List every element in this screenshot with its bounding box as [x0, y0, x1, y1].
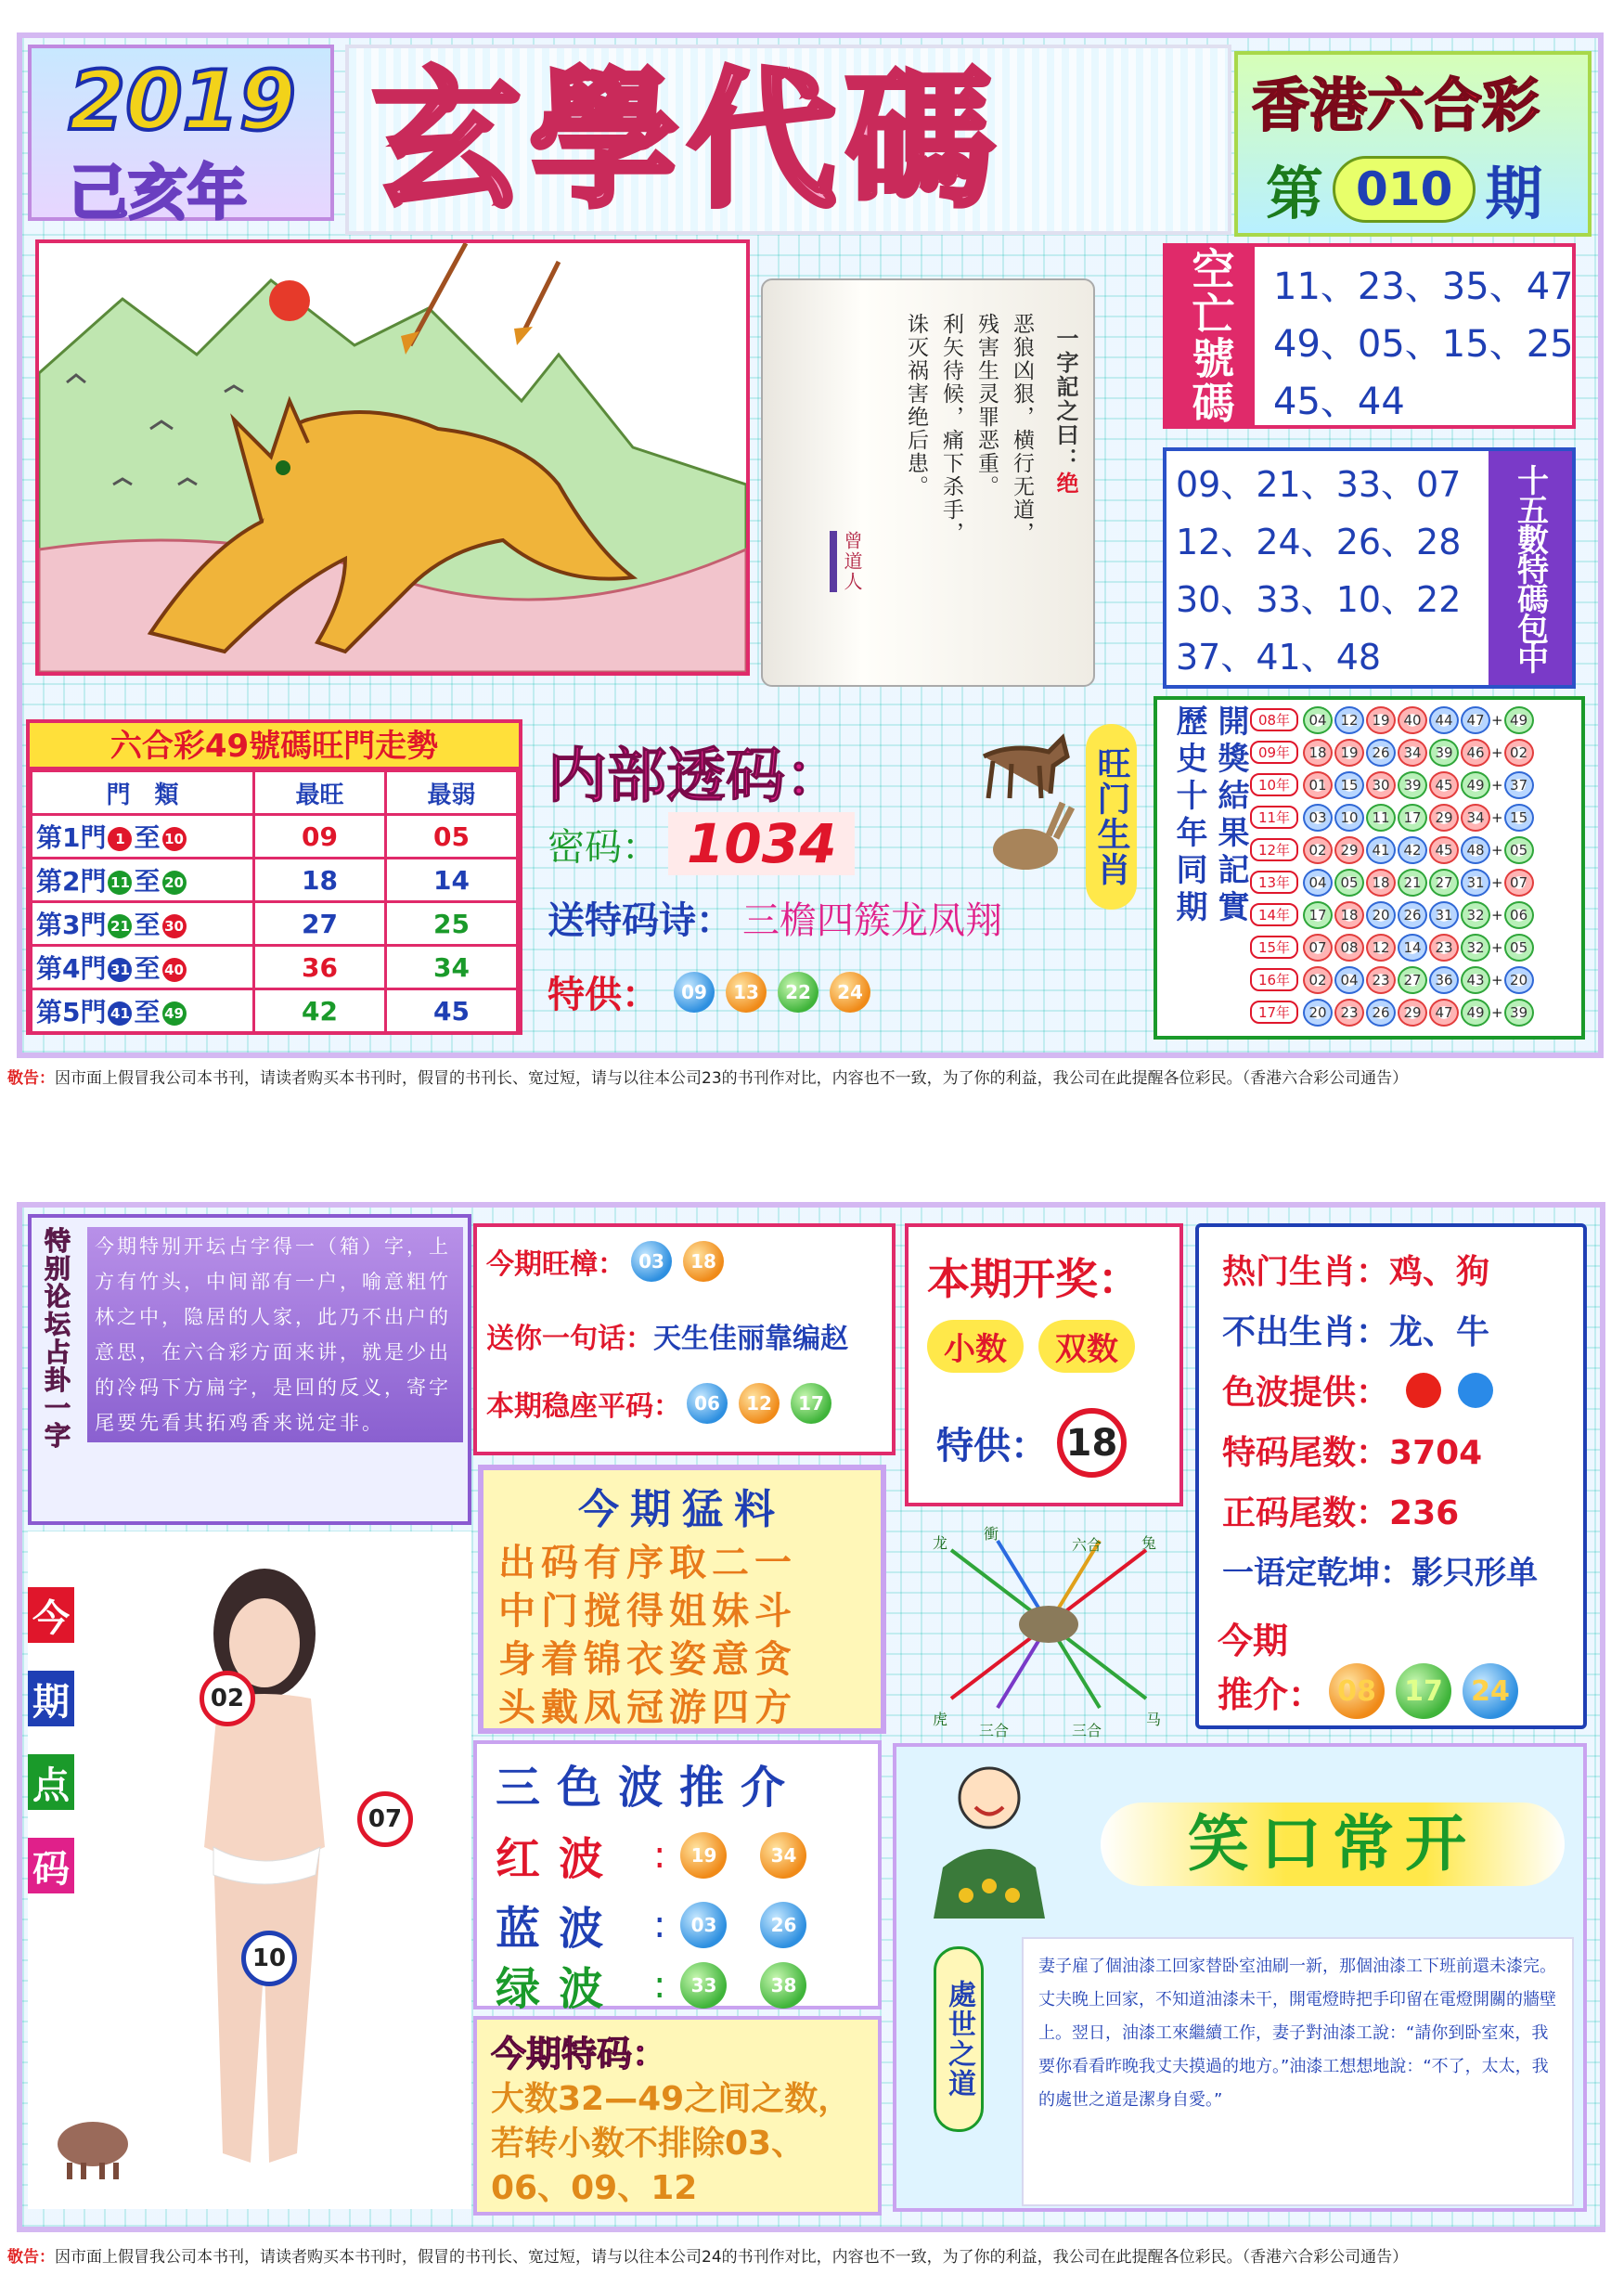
yiyu-label: 一语定乾坤： — [1222, 1555, 1411, 1592]
chart-label-tiger: 虎 — [933, 1711, 948, 1728]
tail-label: 特码尾数： — [1222, 1434, 1390, 1472]
special-ball: 22 — [778, 972, 818, 1013]
red-wave-dot-icon — [1406, 1373, 1441, 1408]
draw-title: 本期开奖： — [927, 1254, 1141, 1304]
period-char: 点 — [28, 1754, 74, 1810]
hot-row — [1222, 1246, 1489, 1293]
saying-text: 天生佳丽靠编赵 — [653, 1323, 848, 1355]
trend-header: 門 類 — [32, 771, 254, 815]
password-value: 1034 — [668, 812, 855, 875]
history-year: 08年 — [1250, 708, 1298, 731]
wave-label: 绿波 — [496, 1963, 623, 2015]
girl-ball: 10 — [241, 1931, 297, 1986]
history-ball: 44 — [1429, 706, 1459, 734]
wave-title: 三色波推介 — [496, 1762, 803, 1814]
zodiac-box — [1195, 1223, 1587, 1729]
history-ball: 49 — [1461, 999, 1490, 1027]
history-ball: 48 — [1461, 836, 1490, 864]
history-ball: 49 — [1461, 771, 1490, 799]
wave-row: 蓝波 : 03 26 — [496, 1893, 812, 1957]
history-ball: 12 — [1334, 706, 1364, 734]
history-ball: 05 — [1334, 869, 1364, 897]
history-ball: 29 — [1334, 836, 1364, 864]
chart-label-dragon: 龙 — [933, 1534, 948, 1552]
draw-special-label: 特供： — [936, 1425, 1048, 1467]
history-ball: 10 — [1334, 804, 1364, 832]
bottom-notice — [0, 2237, 1624, 2272]
history-year: 14年 — [1250, 903, 1298, 926]
trend-door: 第1門 — [36, 822, 107, 853]
history-list — [1250, 704, 1535, 1028]
wang-box — [473, 1223, 896, 1455]
history-ball: 19 — [1334, 739, 1364, 767]
tail-value: 3704 — [1389, 1434, 1483, 1472]
trend-best: 09 — [254, 815, 386, 859]
forum-box — [28, 1214, 471, 1525]
history-special: 02 — [1504, 739, 1534, 767]
model-figure — [139, 1569, 380, 2172]
girl-ball: 02 — [200, 1671, 255, 1726]
shiwu-line: 12、24、26、28 — [1176, 522, 1462, 562]
scroll-line-1: 恶狼凶狠，横行无道， — [1010, 313, 1034, 545]
poem-row — [548, 891, 1002, 944]
trend-to: 40 — [162, 958, 187, 982]
trend-from: 31 — [108, 958, 132, 982]
password-row — [548, 812, 855, 875]
recommend-row — [1218, 1663, 1524, 1719]
kongwang-line: 49、05、15、25 — [1273, 323, 1574, 366]
history-row: 17年 20 23 26 29 47 49 + 39 — [1250, 996, 1535, 1028]
chart-label-rabbit: 兔 — [1141, 1534, 1157, 1552]
history-special: 05 — [1504, 934, 1534, 962]
color-label: 色波提供： — [1222, 1374, 1390, 1412]
history-ball: 45 — [1429, 836, 1459, 864]
trend-from: 21 — [108, 914, 132, 938]
stable-ball: 06 — [687, 1383, 728, 1424]
special-ball: 13 — [726, 972, 767, 1013]
trend-row — [32, 946, 518, 989]
chart-label-sanhe1: 三合 — [979, 1722, 1010, 1739]
scroll-seal: 曾道人 — [830, 531, 866, 592]
inner-title: 内部透码： — [548, 743, 844, 811]
history-ball: 26 — [1366, 739, 1396, 767]
scroll-line-3: 利矢待候，痛下杀手， — [939, 313, 963, 545]
issue-number: 010 — [1333, 156, 1476, 223]
history-special: 07 — [1504, 869, 1534, 897]
history-year: 17年 — [1250, 1001, 1298, 1024]
tail-row — [1222, 1427, 1482, 1474]
fierce-title: 今期猛料 — [578, 1486, 786, 1533]
history-year: 09年 — [1250, 741, 1298, 764]
zheng-row — [1222, 1487, 1459, 1534]
history-row: 10年 01 15 30 39 45 49 + 37 — [1250, 769, 1535, 801]
fierce-lines — [483, 1535, 881, 1736]
stable-row — [486, 1383, 837, 1424]
girl-ball: 07 — [357, 1791, 413, 1847]
trend-row — [32, 989, 518, 1033]
trend-door: 第3門 — [36, 910, 107, 940]
wang-row — [486, 1241, 729, 1282]
trend-to: 20 — [162, 871, 187, 895]
history-ball: 32 — [1461, 901, 1490, 929]
recommend-label-1: 今期 — [1218, 1621, 1289, 1661]
history-ball: 15 — [1334, 771, 1364, 799]
draw-tags — [927, 1320, 1135, 1373]
period-char: 今 — [28, 1587, 74, 1643]
wave-box — [473, 1740, 882, 2015]
history-year: 11年 — [1250, 806, 1298, 829]
trend-best: 27 — [254, 902, 386, 946]
history-ball: 18 — [1366, 869, 1396, 897]
history-year: 10年 — [1250, 773, 1298, 796]
trend-row — [32, 902, 518, 946]
wave-row: 绿波 : 33 38 — [496, 1953, 812, 2017]
fierce-box — [478, 1465, 886, 1734]
history-year: 12年 — [1250, 838, 1298, 861]
notice-text: 因市面上假冒我公司本书刊，请读者购买本书刊时，假冒的书刊长、宽过短，请与以往本公司23的书刊作对比，内容也不一致，为了你的利益，我公司在此提醒各位彩民。（香港六合彩公司通告） — [55, 1068, 1409, 1088]
recommend-ball: 24 — [1463, 1663, 1518, 1719]
scroll-line-2: 残害生灵罪恶重。 — [974, 313, 999, 498]
history-special: 20 — [1504, 966, 1534, 994]
history-ball: 12 — [1366, 934, 1396, 962]
wang-ball: 18 — [683, 1241, 724, 1282]
money-man-icon — [924, 1756, 1054, 1923]
special-ball: 24 — [830, 972, 870, 1013]
history-row: 08年 04 12 19 40 44 47 + 49 — [1250, 704, 1535, 736]
trend-door: 第4門 — [36, 953, 107, 984]
trend-table — [30, 769, 519, 1034]
special-label: 特供： — [548, 974, 659, 1016]
history-row: 14年 17 18 20 26 31 32 + 06 — [1250, 898, 1535, 931]
history-ball: 32 — [1461, 934, 1490, 962]
cold-row — [1222, 1306, 1489, 1353]
history-ball: 03 — [1303, 804, 1333, 832]
history-row: 13年 04 05 18 21 27 31 + 07 — [1250, 866, 1535, 898]
wave-ball: 34 — [760, 1832, 806, 1879]
history-special: 05 — [1504, 836, 1534, 864]
yiyu-value: 影只形单 — [1411, 1555, 1538, 1592]
top-page — [0, 0, 1624, 1091]
trend-to-word: 至 — [134, 910, 161, 940]
history-ball: 20 — [1366, 901, 1396, 929]
history-ball: 04 — [1303, 869, 1333, 897]
way-label: 處世之道 — [934, 1946, 984, 2132]
history-ball: 29 — [1398, 999, 1427, 1027]
trend-to-word: 至 — [134, 953, 161, 984]
pig-icon — [51, 2107, 135, 2181]
history-special: 39 — [1504, 999, 1534, 1027]
trend-worst: 14 — [386, 859, 518, 902]
color-row — [1222, 1366, 1493, 1414]
fierce-line: 头戴凤冠游四方 — [498, 1686, 797, 1729]
stable-label: 本期稳座平码： — [486, 1390, 681, 1423]
history-label-2: 開獎結果記實 — [1212, 704, 1249, 927]
trend-row — [32, 859, 518, 902]
brand-name: 香港六合彩 — [1252, 71, 1540, 139]
kongwang-line: 45、44 — [1273, 381, 1405, 423]
wave-ball: 19 — [680, 1832, 727, 1879]
scroll-title — [1050, 327, 1082, 496]
top-notice — [0, 1058, 1624, 1093]
history-year: 13年 — [1250, 871, 1298, 894]
stable-ball: 17 — [791, 1383, 831, 1424]
wolf-illustration — [35, 239, 750, 676]
history-special: 06 — [1504, 901, 1534, 929]
chart-label-chong: 衝 — [984, 1525, 999, 1543]
history-box — [1154, 696, 1585, 1040]
trend-best: 42 — [254, 989, 386, 1033]
horse-rabbit-icon — [974, 719, 1076, 877]
history-ball: 39 — [1429, 739, 1459, 767]
recommend-ball: 17 — [1396, 1663, 1451, 1719]
trend-worst: 25 — [386, 902, 518, 946]
poem-text: 三檐四簇龙凤翔 — [742, 899, 1002, 942]
notice-head: 敬告： — [7, 1068, 55, 1088]
wolf-image — [39, 243, 746, 672]
scroll-word: 绝 — [1052, 472, 1078, 496]
fierce-line: 中门搅得姐妹斗 — [498, 1590, 797, 1633]
history-ball: 26 — [1398, 901, 1427, 929]
history-ball: 23 — [1429, 934, 1459, 962]
kongwang-box — [1163, 243, 1576, 429]
history-ball: 34 — [1398, 739, 1427, 767]
history-ball: 02 — [1303, 836, 1333, 864]
history-ball: 39 — [1398, 771, 1427, 799]
history-row: 15年 07 08 12 14 23 32 + 05 — [1250, 931, 1535, 963]
draw-tag: 双数 — [1038, 1320, 1135, 1373]
year-badge — [28, 45, 334, 228]
notice-text: 因市面上假冒我公司本书刊，请读者购买本书刊时，假冒的书刊长、宽过短，请与以往本公司24的书刊作对比，内容也不一致，为了你的利益，我公司在此提醒各位彩民。（香港六合彩公司通告） — [55, 2247, 1409, 2267]
trend-from: 41 — [108, 1001, 132, 1026]
history-year: 16年 — [1250, 968, 1298, 991]
chart-label-horse: 马 — [1146, 1711, 1162, 1728]
trend-title: 六合彩49號碼旺門走勢 — [30, 723, 519, 769]
history-ball: 31 — [1461, 869, 1490, 897]
wave-ball: 26 — [760, 1902, 806, 1948]
history-ball: 27 — [1429, 869, 1459, 897]
history-ball: 31 — [1429, 901, 1459, 929]
shiwu-box — [1163, 447, 1576, 689]
wave-row: 红波 : 19 34 — [496, 1823, 812, 1887]
history-ball: 04 — [1334, 966, 1364, 994]
trend-to: 30 — [162, 914, 187, 938]
recommend-ball: 08 — [1329, 1663, 1385, 1719]
history-ball: 18 — [1303, 739, 1333, 767]
period-char: 期 — [28, 1671, 74, 1726]
history-ball: 42 — [1398, 836, 1427, 864]
history-row: 12年 02 29 41 42 45 48 + 05 — [1250, 833, 1535, 866]
trend-header-row — [32, 771, 518, 815]
trend-from: 11 — [108, 871, 132, 895]
draw-box — [905, 1223, 1183, 1506]
trend-best: 18 — [254, 859, 386, 902]
smile-title — [1101, 1802, 1565, 1886]
issue-prefix: 第 — [1266, 160, 1324, 227]
wave-ball: 38 — [760, 1962, 806, 2009]
history-special: 49 — [1504, 706, 1534, 734]
trend-to-word: 至 — [134, 822, 161, 853]
history-ball: 18 — [1334, 901, 1364, 929]
special-text: 大数32—49之间之数，若转小数不排除03、06、09、12 — [491, 2080, 852, 2207]
stable-ball: 12 — [739, 1383, 780, 1424]
saying-row — [486, 1315, 848, 1356]
kongwang-line: 11、23、35、47 — [1273, 265, 1574, 308]
wave-label: 红波 — [496, 1833, 623, 1885]
trend-row — [32, 815, 518, 859]
special-ball: 09 — [674, 972, 715, 1013]
history-ball: 45 — [1429, 771, 1459, 799]
saying-label: 送你一句话： — [486, 1323, 653, 1355]
zheng-label: 正码尾数： — [1222, 1494, 1390, 1532]
scroll-title-text: 一字記之曰： — [1052, 327, 1078, 472]
period-label — [28, 1587, 74, 1893]
yiyu-row — [1222, 1547, 1538, 1593]
fierce-line: 身着锦衣姿意贪 — [498, 1638, 797, 1681]
history-ball: 29 — [1429, 804, 1459, 832]
smile-title-text: 笑口常开 — [1188, 1808, 1477, 1880]
title-banner — [345, 45, 1231, 235]
special-row — [548, 965, 876, 1018]
trend-to: 10 — [162, 827, 187, 851]
notice-head: 敬告： — [7, 2247, 55, 2267]
shiwu-line: 37、41、48 — [1176, 637, 1382, 678]
zheng-value: 236 — [1389, 1494, 1460, 1532]
history-ball: 30 — [1366, 771, 1396, 799]
wangmen-label: 旺门生肖 — [1086, 724, 1137, 910]
fierce-line: 出码有序取二一 — [498, 1542, 797, 1584]
trend-door: 第5門 — [36, 997, 107, 1027]
history-ball: 36 — [1429, 966, 1459, 994]
history-ball: 47 — [1461, 706, 1490, 734]
special-code-box — [473, 2016, 882, 2216]
main-title: 玄學代碼 — [372, 54, 1004, 227]
trend-from: 1 — [108, 827, 132, 851]
chart-label-liuhe: 六合 — [1072, 1536, 1102, 1554]
wang-ball: 03 — [631, 1241, 672, 1282]
story-text: 妻子雇了個油漆工回家替卧室油刷一新，那個油漆工下班前還未漆完。丈夫晚上回家，不知道油漆未干，開電燈時把手印留在電燈開關的牆壁上。翌日，油漆工來繼續工作，妻子對油漆工說：“請你到卧室來，我要你看看昨晚我丈夫摸過的地方。”油漆工想想地說：“不了，太太，我的處世之道是潔身自愛。” — [1022, 1937, 1574, 2206]
poem-label: 送特码诗： — [548, 899, 733, 942]
history-row: 11年 03 10 11 17 29 34 + 15 — [1250, 801, 1535, 833]
brand-box — [1234, 51, 1592, 237]
history-row: 09年 18 19 26 34 39 46 + 02 — [1250, 736, 1535, 769]
history-ball: 23 — [1366, 966, 1396, 994]
trend-to-word: 至 — [134, 997, 161, 1027]
history-special: 37 — [1504, 771, 1534, 799]
year-label: 己亥年 — [69, 160, 247, 228]
history-ball: 08 — [1334, 934, 1364, 962]
inner-code-panel — [534, 719, 1146, 1040]
history-ball: 01 — [1303, 771, 1333, 799]
history-row: 16年 02 04 23 27 36 43 + 20 — [1250, 963, 1535, 996]
kongwang-numbers — [1273, 258, 1574, 431]
kongwang-label: 空亡號碼 — [1166, 247, 1255, 425]
history-ball: 07 — [1303, 934, 1333, 962]
blue-wave-dot-icon — [1458, 1373, 1493, 1408]
draw-special-row — [936, 1408, 1127, 1478]
forum-text: 今期特别开坛占字得一（箱）字，上方有竹头，中间部有一户，喻意粗竹林之中，隐居的人家，此乃不出户的意思，在六合彩方面来讲，就是少出的冷码下方扁字，是回的反义，寄字尾要先看其拓鸡香来说定非。 — [87, 1227, 463, 1442]
history-ball: 11 — [1366, 804, 1396, 832]
trend-to: 49 — [162, 1001, 187, 1026]
trend-worst: 34 — [386, 946, 518, 989]
trend-table-box — [26, 719, 522, 1035]
history-ball: 19 — [1366, 706, 1396, 734]
history-ball: 34 — [1461, 804, 1490, 832]
draw-tag: 小数 — [927, 1320, 1024, 1373]
scroll-panel — [761, 278, 1095, 687]
shiwu-line: 30、33、10、22 — [1176, 579, 1462, 620]
hot-value: 鸡、狗 — [1389, 1253, 1490, 1291]
history-year: 15年 — [1250, 936, 1298, 959]
bottom-page — [0, 1169, 1624, 2274]
trend-best: 36 — [254, 946, 386, 989]
history-ball: 43 — [1461, 966, 1490, 994]
history-ball: 17 — [1398, 804, 1427, 832]
zodiac-relation-chart — [914, 1513, 1183, 1745]
history-label-1: 歷史十年同期 — [1170, 704, 1207, 927]
trend-worst: 05 — [386, 815, 518, 859]
issue-row — [1266, 148, 1542, 230]
cold-label: 不出生肖： — [1222, 1313, 1390, 1351]
scroll-line-4: 诛灭祸害绝后患。 — [904, 313, 928, 498]
trend-header: 最弱 — [386, 771, 518, 815]
history-ball: 23 — [1334, 999, 1364, 1027]
history-special: 15 — [1504, 804, 1534, 832]
recommend-label-2: 推介： — [1218, 1673, 1324, 1715]
history-ball: 26 — [1366, 999, 1396, 1027]
history-ball: 20 — [1303, 999, 1333, 1027]
trend-header: 最旺 — [254, 771, 386, 815]
cold-value: 龙、牛 — [1389, 1313, 1490, 1351]
wave-label: 蓝波 — [496, 1903, 623, 1955]
history-ball: 21 — [1398, 869, 1427, 897]
history-ball: 04 — [1303, 706, 1333, 734]
special-title: 今期特码： — [491, 2034, 668, 2074]
period-char: 码 — [28, 1838, 74, 1893]
history-ball: 46 — [1461, 739, 1490, 767]
shiwu-numbers — [1176, 456, 1461, 686]
history-ball: 40 — [1398, 706, 1427, 734]
forum-label: 特别论坛占卦一字 — [41, 1227, 71, 1450]
password-label: 密码： — [548, 825, 659, 869]
history-ball: 02 — [1303, 966, 1333, 994]
smile-box — [893, 1743, 1587, 2212]
chart-label-sanhe2: 三合 — [1072, 1722, 1102, 1739]
shiwu-label: 十五數特碼包中 — [1489, 451, 1572, 685]
history-ball: 17 — [1303, 901, 1333, 929]
history-ball: 41 — [1366, 836, 1396, 864]
draw-special-ball: 18 — [1057, 1408, 1127, 1478]
trend-worst: 45 — [386, 989, 518, 1033]
history-ball: 27 — [1398, 966, 1427, 994]
wang-label: 今期旺樟： — [486, 1248, 625, 1281]
history-ball: 14 — [1398, 934, 1427, 962]
trend-to-word: 至 — [134, 866, 161, 897]
girl-panel — [28, 1531, 471, 2209]
trend-door: 第2門 — [36, 866, 107, 897]
shiwu-line: 09、21、33、07 — [1176, 464, 1462, 505]
wave-ball: 33 — [680, 1962, 727, 2009]
history-ball: 47 — [1429, 999, 1459, 1027]
hot-label: 热门生肖： — [1222, 1253, 1390, 1291]
issue-suffix: 期 — [1485, 160, 1543, 227]
year-number: 2019 — [69, 53, 296, 149]
wave-ball: 03 — [680, 1902, 727, 1948]
